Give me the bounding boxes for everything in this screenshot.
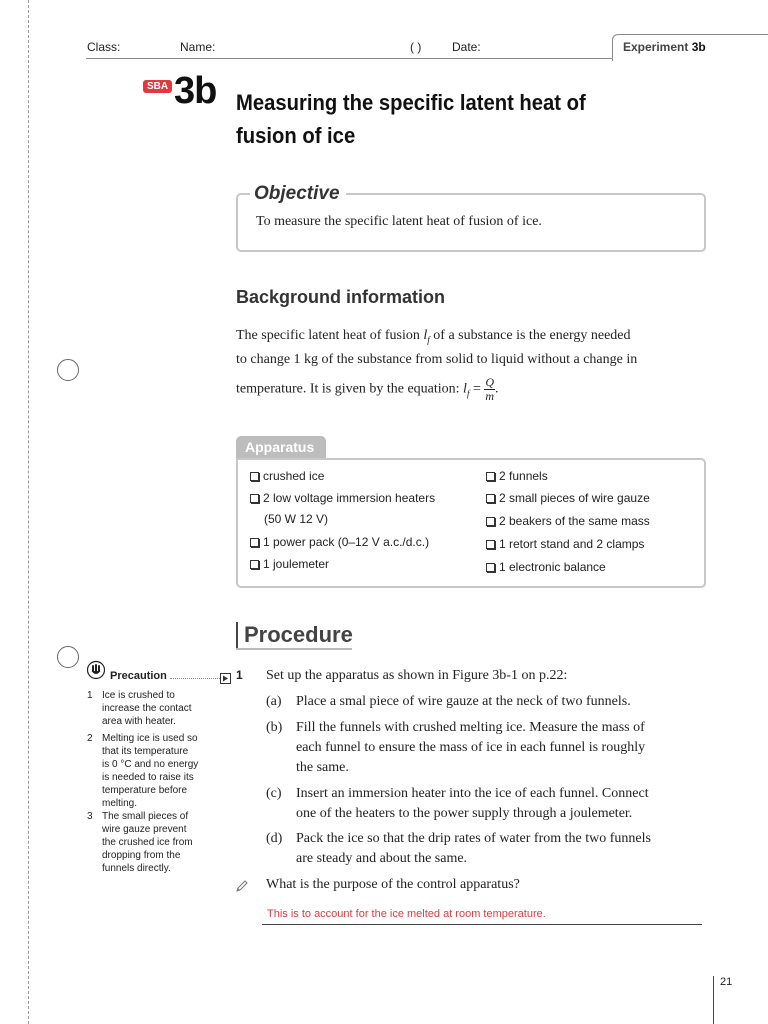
sba-badge: SBA	[143, 80, 172, 93]
bg-text: to change 1 kg of the substance from solid to liquid without a change in	[236, 351, 638, 367]
answer-line	[262, 924, 702, 925]
experiment-number: 3b	[691, 40, 706, 54]
class-label: Class:	[87, 40, 121, 54]
objective-heading: Objective	[250, 183, 346, 205]
precaution-line: area with heater.	[102, 716, 176, 727]
symbol-subscript: f	[427, 334, 430, 345]
apparatus-item-label: 2 low voltage immersion heaters	[263, 491, 436, 505]
objective-text: To measure the specific latent heat of fusion of ice.	[256, 214, 542, 229]
precaution-line: The small pieces of	[102, 811, 189, 822]
substep-text	[296, 718, 706, 778]
substep-label: (c)	[266, 786, 282, 801]
symbol-l: l	[423, 328, 428, 343]
apparatus-item-label: 1 joulemeter	[263, 557, 330, 571]
substep-line: Fill the funnels with crushed melting ice. Measure the mass of	[296, 720, 645, 735]
hand-stop-icon	[87, 660, 105, 680]
procedure-heading: Procedure	[236, 622, 353, 648]
apparatus-item-label: 2 beakers of the same mass	[499, 514, 650, 528]
apparatus-item-label: 1 power pack (0–12 V a.c./d.c.)	[263, 535, 430, 549]
precaution-line: is 0 °C and no energy	[102, 759, 199, 770]
precaution-line: Ice is crushed to	[102, 690, 175, 701]
substep-text	[296, 692, 706, 712]
precaution-line: funnels directly.	[102, 863, 171, 874]
apparatus-item	[486, 491, 650, 505]
precaution-line: dropping from the	[102, 850, 181, 861]
background-paragraph	[236, 326, 706, 403]
eq-symbol-l: l	[463, 381, 467, 397]
procedure-underline	[236, 648, 352, 650]
bg-text: temperature. It is given by the equation:	[236, 381, 464, 397]
apparatus-item-continued: (50 W 12 V)	[264, 512, 329, 526]
punch-hole-bottom	[57, 646, 79, 668]
substep-line: the same.	[296, 760, 349, 775]
experiment-id: 3b	[174, 70, 217, 112]
precaution-number: 1	[87, 690, 93, 701]
precaution-line: melting.	[102, 798, 138, 809]
apparatus-item	[250, 535, 429, 549]
checkbox-icon	[486, 563, 495, 572]
apparatus-item	[486, 514, 650, 528]
step-number: 1	[236, 668, 243, 682]
page-number: 21	[720, 976, 733, 988]
substep-label: (a)	[266, 694, 282, 709]
apparatus-item	[486, 469, 548, 483]
precaution-line: Melting ice is used so	[102, 733, 198, 744]
precaution-line: that its temperature	[102, 746, 189, 757]
eq-equals: =	[469, 381, 485, 397]
precaution-dotted-leader	[170, 678, 220, 679]
substep-line: Pack the ice so that the drip rates of water from the two funnels	[296, 831, 651, 846]
checkbox-icon	[250, 494, 259, 503]
step-text: Set up the apparatus as shown in Figure 3b-1 on p.22:	[266, 668, 568, 683]
page-number-rule	[713, 976, 714, 1024]
apparatus-item	[250, 491, 435, 505]
apparatus-heading: Apparatus	[245, 439, 315, 455]
apparatus-item	[250, 557, 329, 571]
precaution-item	[87, 689, 217, 728]
apparatus-tab	[236, 436, 326, 458]
punch-hole-top	[57, 359, 79, 381]
apparatus-item-label: crushed ice	[263, 469, 325, 483]
number-bracket: ( )	[410, 40, 422, 54]
binding-dotted-line	[28, 0, 29, 1024]
equation-fraction	[484, 376, 495, 403]
substep-line: Place a smal piece of wire gauze at the neck of two funnels.	[296, 694, 631, 709]
substep-text	[296, 829, 706, 869]
title-line-1: Measuring the specific latent heat of	[236, 90, 586, 115]
eq-subscript: f	[466, 388, 470, 399]
checkbox-icon	[486, 472, 495, 481]
eq-numerator: Q	[485, 374, 495, 389]
name-label: Name:	[180, 40, 216, 54]
page-title	[236, 86, 668, 152]
experiment-label: Experiment	[623, 40, 689, 54]
checkbox-icon	[486, 517, 495, 526]
substep-line: each funnel to ensure the mass of ice in each funnel is roughly	[296, 740, 646, 755]
precaution-line: the crushed ice from	[102, 837, 193, 848]
answer-text: This is to account for the ice melted at room temperature.	[267, 908, 546, 920]
bg-text: The specific latent heat of fusion	[236, 328, 424, 343]
arrow-box-icon	[220, 671, 231, 682]
apparatus-item	[486, 537, 644, 551]
checkbox-icon	[250, 538, 259, 547]
precaution-line: increase the contact	[102, 703, 192, 714]
precaution-heading: Precaution	[110, 670, 167, 682]
precaution-item	[87, 732, 217, 810]
question-text: What is the purpose of the control apparatus?	[266, 877, 520, 892]
bg-text: of a substance is the energy needed	[429, 328, 631, 343]
substep-label: (d)	[266, 831, 283, 846]
experiment-tab	[612, 34, 768, 61]
apparatus-item-label: 2 small pieces of wire gauze	[499, 491, 650, 505]
precaution-line: temperature before	[102, 785, 188, 796]
precaution-line: wire gauze prevent	[102, 824, 187, 835]
eq-denominator: m	[485, 388, 495, 403]
date-label: Date:	[452, 40, 481, 54]
pencil-icon	[236, 879, 248, 891]
eq-period: .	[495, 381, 499, 397]
checkbox-icon	[250, 560, 259, 569]
apparatus-item-label: 2 funnels	[499, 469, 548, 483]
checkbox-icon	[486, 494, 495, 503]
apparatus-item-label: 1 retort stand and 2 clamps	[499, 537, 645, 551]
substep-line: are steady and about the same.	[296, 851, 468, 866]
substep-line: Insert an immersion heater into the ice of each funnel. Connect	[296, 786, 649, 801]
background-heading: Background information	[236, 287, 446, 307]
precaution-line: is needed to raise its	[102, 772, 194, 783]
header-rule	[86, 58, 612, 59]
precaution-number: 3	[87, 811, 93, 822]
precaution-number: 2	[87, 733, 93, 744]
apparatus-item-label: 1 electronic balance	[499, 560, 606, 574]
title-line-2: fusion of ice	[236, 123, 356, 148]
checkbox-icon	[250, 472, 259, 481]
apparatus-item	[250, 469, 324, 483]
precaution-item	[87, 810, 217, 875]
substep-label: (b)	[266, 720, 283, 735]
checkbox-icon	[486, 540, 495, 549]
apparatus-item	[486, 560, 606, 574]
substep-text	[296, 784, 706, 824]
substep-line: one of the heaters to the power supply through a joulemeter.	[296, 806, 633, 821]
